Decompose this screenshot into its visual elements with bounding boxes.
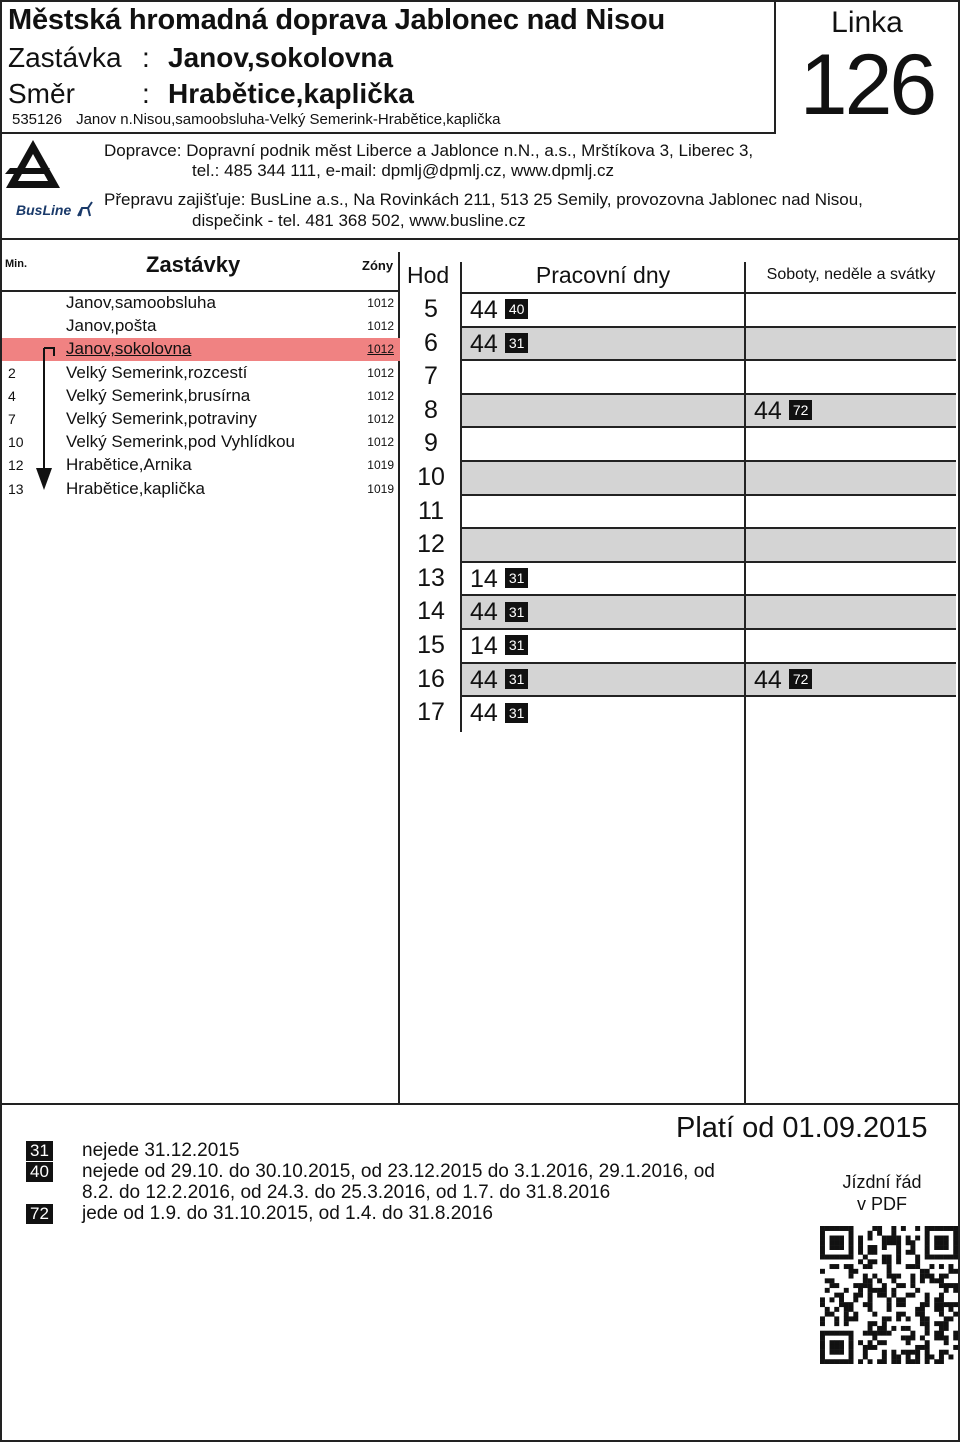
footer-top-line [0, 1103, 960, 1105]
weekend-cell [746, 662, 956, 696]
stop-zone: 1012 [367, 412, 394, 426]
weekend-cell [746, 359, 956, 393]
carrier-line-1: Dopravce: Dopravní podnik měst Liberce a Jablonce n.N., a.s., Mrštíkova 3, Liberec 3, [104, 141, 754, 160]
departure-minute: 14 [470, 564, 498, 593]
departure [470, 328, 528, 360]
route-info [12, 111, 514, 128]
weekend-cell [746, 460, 956, 494]
hour-cell: 13 [417, 563, 445, 592]
stop-name: Janov,sokolovna [66, 339, 192, 359]
provider-line-2: dispečink - tel. 481 368 502, www.busline.cz [192, 211, 526, 230]
timetable-row [400, 695, 956, 729]
departure-minute: 14 [470, 632, 498, 660]
weekend-cell [746, 494, 956, 528]
footnote-badge: 31 [505, 568, 529, 588]
hour-cell: 5 [424, 295, 438, 323]
timetable-row [400, 393, 956, 427]
stop-name: Janov,pošta [66, 316, 157, 336]
stop-row [2, 408, 400, 431]
timetable-row [400, 561, 956, 595]
weekend-cell [746, 292, 956, 326]
hour-cell: 12 [417, 530, 445, 559]
hour-cell: 9 [424, 429, 438, 458]
timetable-row [400, 628, 956, 662]
footnote-badge: 31 [505, 669, 529, 689]
deer-icon [74, 198, 96, 220]
timetable-row [400, 326, 956, 360]
departure-minute: 44 [470, 665, 498, 694]
footnote-badge: 31 [505, 635, 529, 655]
departure [754, 395, 812, 427]
timetable-row [400, 527, 956, 561]
stop-zone: 1012 [367, 435, 394, 450]
stop-name: Velký Semerink,brusírna [66, 385, 251, 405]
departure-minute: 44 [470, 598, 498, 627]
page-title: Městská hromadná doprava Jablonec nad Nisou [8, 4, 665, 36]
departure [470, 563, 528, 595]
hour-cell: 16 [417, 664, 445, 693]
weekday-cell [462, 527, 744, 561]
stop-minutes: 13 [8, 480, 24, 497]
weekday-cell [462, 662, 744, 696]
footnote-badge: 72 [789, 669, 813, 689]
col-hour-header: Hod [407, 262, 450, 288]
stop-zone: 1012 [367, 296, 394, 310]
hour-cell: 6 [424, 328, 438, 357]
departure [470, 664, 528, 696]
stop-colon: : [142, 42, 150, 73]
stop-zone: 1012 [367, 365, 394, 380]
pdf-label-line-1: Jízdní řád [842, 1172, 922, 1192]
stop-zone: 1012 [367, 319, 394, 334]
weekday-cell [462, 594, 744, 628]
weekend-cell [746, 695, 956, 729]
timetable-row [400, 662, 956, 696]
weekend-cell [746, 561, 956, 595]
stop-name: Janov,samoobsluha [66, 293, 216, 312]
stop-value: Janov,sokolovna [168, 42, 394, 73]
busline-logo [16, 202, 71, 220]
stop-minutes: 7 [8, 411, 16, 427]
departure-minute: 44 [754, 665, 782, 694]
weekday-cell [462, 494, 744, 528]
weekday-cell [462, 460, 744, 494]
hour-cell: 17 [417, 698, 445, 727]
weekend-bottom-line [746, 695, 956, 697]
weekday-cell [462, 393, 744, 427]
footnote-code: 40 [26, 1162, 53, 1182]
stop-minutes: 4 [8, 387, 16, 404]
departure [470, 630, 528, 662]
weekday-cell [462, 628, 744, 662]
footnote-text: jede od 1.9. do 31.10.2015, od 1.4. do 31.8.2016 [82, 1203, 493, 1224]
line-number: 126 [799, 37, 935, 133]
col-weekdays-header: Pracovní dny [535, 262, 671, 288]
stop-zone: 1019 [367, 458, 394, 473]
weekday-cell [462, 561, 744, 595]
hour-cell: 15 [417, 631, 445, 659]
footnote-text: 8.2. do 12.2.2016, od 24.3. do 25.3.2016, od 1.7. do 31.8.2016 [82, 1182, 611, 1203]
weekday-cell [462, 326, 744, 360]
stop-zone: 1019 [367, 481, 394, 496]
departure-minute: 44 [754, 396, 782, 425]
stop-minutes: 2 [8, 364, 16, 381]
header-bottom-line [0, 132, 776, 134]
footnote-badge: 31 [505, 703, 529, 723]
hour-cell: 10 [417, 463, 445, 491]
route-code: 535126 [12, 111, 63, 128]
stop-name: Velký Semerink,potraviny [66, 409, 257, 428]
col-zones-header: Zóny [362, 258, 394, 273]
footnote-text: nejede od 29.10. do 30.10.2015, od 23.12.2015 do 3.1.2016, 29.1.2016, od [82, 1161, 715, 1182]
col-stops-header: Zastávky [146, 252, 241, 277]
direction-label: Směr [8, 78, 75, 109]
busline-logo-text: BusLine [16, 202, 72, 218]
line-label: Linka [831, 6, 903, 39]
departure [470, 697, 528, 729]
stop-minutes: 10 [8, 434, 24, 451]
stop-label: Zastávka [8, 42, 122, 73]
stop-row [2, 478, 400, 501]
stop-name: Hrabětice,Arnika [66, 455, 192, 475]
valid-from: Platí od 01.09.2015 [676, 1112, 928, 1144]
footnote-badge: 31 [505, 333, 529, 353]
weekend-cell [746, 527, 956, 561]
stop-minutes: 12 [8, 457, 24, 474]
direction-value: Hrabětice,kaplička [168, 78, 414, 109]
weekday-cell [462, 426, 744, 460]
departure [470, 596, 528, 628]
footnote-text: nejede 31.12.2015 [82, 1140, 240, 1161]
weekend-cell [746, 393, 956, 427]
stop-row [2, 315, 400, 338]
col-weekends-header: Soboty, neděle a svátky [766, 266, 936, 283]
departure-minute: 44 [470, 296, 498, 324]
weekend-cell [746, 594, 956, 628]
stop-row [2, 454, 400, 477]
stop-row [2, 431, 400, 454]
qr-code-icon[interactable] [820, 1226, 958, 1364]
route-description: Janov n.Nisou,samoobsluha-Velký Semerink-Hrabětice,kaplička [76, 111, 501, 128]
timetable-row [400, 426, 956, 460]
stop-name: Hrabětice,kaplička [66, 478, 205, 498]
weekend-cell [746, 628, 956, 662]
weekday-cell [462, 359, 744, 393]
departure [754, 664, 812, 696]
pdf-label-line-2: v PDF [856, 1194, 907, 1214]
footnote-code: 31 [26, 1141, 53, 1161]
footnote-badge: 31 [505, 602, 529, 622]
stop-row [2, 292, 400, 315]
hour-cell: 7 [424, 362, 438, 391]
stop-zone: 1012 [367, 342, 394, 357]
stop-name: Velký Semerink,pod Vyhlídkou [66, 432, 295, 452]
departure-minute: 44 [470, 329, 498, 358]
departure-minute: 44 [470, 699, 498, 728]
footnote-code: 72 [26, 1204, 53, 1224]
stop-row [2, 362, 400, 385]
timetable-row [400, 359, 956, 393]
timetable-row [400, 460, 956, 494]
stop-row [2, 385, 400, 408]
stop-name: Velký Semerink,rozcestí [66, 362, 248, 382]
col-min-header: Min. [5, 258, 27, 270]
footnote-badge: 72 [789, 400, 813, 420]
carrier-line-2: tel.: 485 344 111, e-mail: dpmlj@dpmlj.cz, www.dpmlj.cz [192, 161, 614, 180]
footnote-badge: 40 [505, 299, 529, 319]
weekend-cell [746, 326, 956, 360]
hour-cell: 11 [418, 496, 444, 525]
hour-cell: 14 [417, 597, 445, 626]
timetable-row [400, 292, 956, 326]
weekend-cell [746, 426, 956, 460]
direction-colon: : [142, 78, 150, 109]
operator-bottom-line [0, 238, 960, 240]
weekday-cell [462, 292, 744, 326]
stop-zone: 1012 [367, 388, 394, 403]
provider-line-1: Přepravu zajišťuje: BusLine a.s., Na Rovinkách 211, 513 25 Semily, provozovna Jablonec nad Nisou, [104, 190, 863, 209]
hour-cell: 8 [424, 395, 438, 424]
current-stop-row [2, 338, 400, 361]
departure [470, 294, 528, 326]
dpmlj-logo-icon [4, 138, 62, 192]
direction-arrow-icon [30, 344, 60, 494]
timetable-row [400, 594, 956, 628]
timetable-row [400, 494, 956, 528]
weekday-cell [462, 695, 744, 729]
